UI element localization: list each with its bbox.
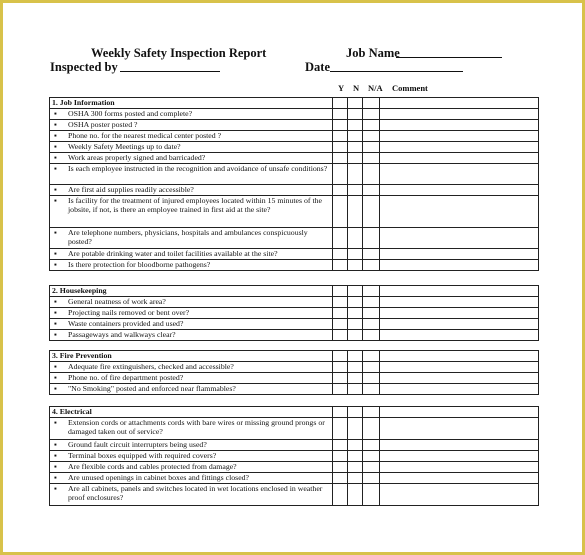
bullet-icon: ▪ (54, 228, 57, 237)
bullet-icon: ▪ (54, 164, 57, 173)
bullet-icon: ▪ (54, 418, 57, 427)
checklist-question: Adequate fire extinguishers, checked and accessible? (68, 362, 234, 371)
checklist-question: Phone no. of fire department posted? (68, 373, 184, 382)
checklist-question: General neatness of work area? (68, 297, 166, 306)
bullet-icon: ▪ (54, 373, 57, 382)
bullet-icon: ▪ (54, 362, 57, 371)
checklist-question: Work areas properly signed and barricaded? (68, 153, 206, 162)
bullet-icon: ▪ (54, 260, 57, 269)
job-name-label: Job Name (346, 46, 400, 60)
bullet-icon: ▪ (54, 484, 57, 493)
bullet-icon: ▪ (54, 451, 57, 460)
bullet-icon: ▪ (54, 142, 57, 151)
checklist-question: Is there protection for bloodborne pathogens? (68, 260, 211, 269)
inspected-by-label: Inspected by (50, 60, 118, 74)
checklist-question: Terminal boxes equipped with required covers? (68, 451, 217, 460)
column-header-na: N/A (368, 83, 383, 93)
checklist-question: Phone no. for the nearest medical center posted ? (68, 131, 222, 140)
bullet-icon: ▪ (54, 473, 57, 482)
checklist-question: OSHA poster posted ? (68, 120, 138, 129)
checklist-question: Waste containers provided and used? (68, 319, 184, 328)
checklist-question: Are all cabinets, panels and switches located in wet locations enclosed in weather proof enclosures? (68, 484, 323, 502)
bullet-icon: ▪ (54, 440, 57, 449)
checklist-question: Projecting nails removed or bent over? (68, 308, 190, 317)
column-header-comment: Comment (392, 83, 428, 93)
date-label: Date (305, 60, 330, 74)
bullet-icon: ▪ (54, 109, 57, 118)
bullet-icon: ▪ (54, 319, 57, 328)
bullet-icon: ▪ (54, 185, 57, 194)
bullet-icon: ▪ (54, 308, 57, 317)
report-title: Weekly Safety Inspection Report (91, 46, 267, 60)
section-title: 3. Fire Prevention (50, 351, 333, 362)
checklist-question: Weekly Safety Meetings up to date? (68, 142, 181, 151)
checklist-question: OSHA 300 forms posted and complete? (68, 109, 193, 118)
checklist-question: Is each employee instructed in the recognition and avoidance of unsafe conditions? (68, 164, 328, 173)
section-title: 1. Job Information (50, 98, 333, 109)
checklist-question: Are flexible cords and cables protected from damage? (68, 462, 237, 471)
bullet-icon: ▪ (54, 120, 57, 129)
checklist-question: Is facility for the treatment of injured employees located within 15 minutes of the jobsite, if not, is there an employee trained in first aid at the site? (68, 196, 322, 214)
bullet-icon: ▪ (54, 384, 57, 393)
checklist-question: Are telephone numbers, physicians, hospitals and ambulances conspicuously posted? (68, 228, 308, 246)
checklist-question: Are unused openings in cabinet boxes and fittings closed? (68, 473, 250, 482)
bullet-icon: ▪ (54, 297, 57, 306)
bullet-icon: ▪ (54, 249, 57, 258)
checklist-question: Are potable drinking water and toilet facilities available at the site? (68, 249, 278, 258)
bullet-icon: ▪ (54, 196, 57, 205)
checklist-question: Passageways and walkways clear? (68, 330, 176, 339)
section-title: 4. Electrical (50, 407, 333, 418)
checklist-question: "No Smoking" posted and enforced near flammables? (68, 384, 236, 393)
checklist-question: Ground fault circuit interrupters being used? (68, 440, 207, 449)
bullet-icon: ▪ (54, 131, 57, 140)
checklist-question: Are first aid supplies readily accessible? (68, 185, 194, 194)
column-header-yes: Y (338, 83, 345, 93)
bullet-icon: ▪ (54, 330, 57, 339)
section-title: 2. Housekeeping (50, 286, 333, 297)
bullet-icon: ▪ (54, 153, 57, 162)
bullet-icon: ▪ (54, 462, 57, 471)
column-header-no: N (353, 83, 360, 93)
checklist-question: Extension cords or attachments cords with bare wires or missing ground prongs or damaged taken out of service? (68, 418, 325, 436)
